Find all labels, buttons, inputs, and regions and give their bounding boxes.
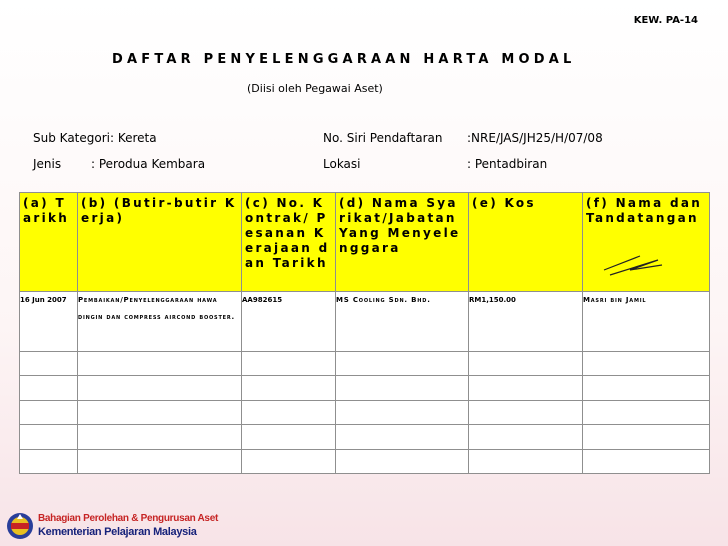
col-header-nama-tandatangan: (f) Nama dan Tandatangan — [583, 193, 710, 292]
page-subtitle: (Diisi oleh Pegawai Aset) — [247, 82, 383, 95]
no-siri-value: :NRE/JAS/JH25/H/07/08 — [467, 131, 603, 145]
lokasi-label: Lokasi — [323, 157, 361, 171]
jenis-label: Jenis — [33, 157, 62, 171]
lokasi-value: : Pentadbiran — [467, 157, 548, 171]
col-header-nama-syarikat: (d) Nama Syarikat/Jabatan Yang Menyelenggara — [336, 193, 469, 292]
page-title: DAFTAR PENYELENGGARAAN HARTA MODAL — [112, 52, 576, 67]
cell-butir-kerja: Pembaikan/Penyelenggaraan hawa dingin dan compress aircond booster. — [78, 291, 242, 351]
org-unit-name: Bahagian Perolehan & Pengurusan Aset — [38, 513, 218, 524]
col-header-tarikh: (a) Tarikh — [20, 193, 78, 292]
table-row-empty — [20, 449, 710, 474]
form-code: KEW. PA-14 — [633, 15, 698, 26]
ministry-name: Kementerian Pelajaran Malaysia — [38, 526, 197, 538]
cell-tarikh: 16 Jun 2007 — [20, 291, 78, 351]
cell-no-kontrak: AA982615 — [242, 291, 336, 351]
table-row-empty — [20, 400, 710, 424]
cell-kos: RM1,150.00 — [469, 291, 583, 351]
sub-kategori-label: Sub Kategori: Kereta — [33, 131, 157, 145]
table-row-empty — [20, 376, 710, 400]
table-row-empty — [20, 351, 710, 375]
no-siri-label: No. Siri Pendaftaran — [323, 131, 443, 145]
cell-nama: Masri bin Jamil — [583, 291, 710, 351]
signature — [600, 248, 680, 278]
table-row — [20, 291, 710, 351]
col-header-butir-kerja: (b) (Butir-butir Kerja) — [78, 193, 242, 292]
table-row-empty — [20, 425, 710, 449]
col-header-kos: (e) Kos — [469, 193, 583, 292]
cell-nama-syarikat: MS Cooling Sdn. Bhd. — [336, 291, 469, 351]
col-header-no-kontrak: (c) No. Kontrak/ Pesanan Kerajaan dan Tarikh — [242, 193, 336, 292]
jenis-value: : Perodua Kembara — [91, 157, 206, 171]
maintenance-table — [19, 192, 710, 474]
